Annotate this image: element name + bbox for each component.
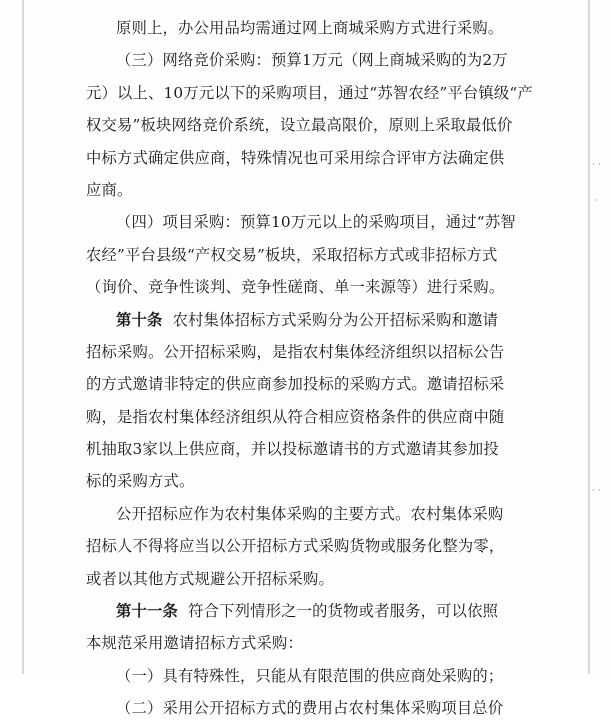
text-line: 招标人不得将应当以公开招标方式采购货物或服务化整为零， xyxy=(86,537,505,556)
scan-speck: · xyxy=(592,196,598,206)
article-heading: 第十条 xyxy=(116,310,163,329)
scan-speck: · · xyxy=(592,160,601,170)
text-line: 机抽取3家以上供应商，并以投标邀请书的方式邀请其参加投 xyxy=(86,440,499,459)
text-line: 元）以上、10万元以下的采购项目，通过“苏智农经”平台镇级“产 xyxy=(86,83,533,102)
text-line: 招标采购。公开招标采购，是指农村集体经济组织以招标公告 xyxy=(86,342,505,361)
text-line: 应商。 xyxy=(86,180,133,199)
text-line: （询价、竞争性谈判、竞争性磋商、单一来源等）进行采购。 xyxy=(86,278,505,297)
scan-speck: · · xyxy=(592,486,601,496)
text-line: （一）具有特殊性，只能从有限范围的供应商处采购的； xyxy=(116,666,504,685)
text-line: （三）网络竞价采购：预算1万元（网上商城采购的为2万 xyxy=(116,51,508,70)
article-paragraph xyxy=(86,304,526,336)
text-line: （四）项目采购：预算10万元以上的采购项目，通过“苏智 xyxy=(116,213,516,232)
text-line: 公开招标应作为农村集体采购的主要方式。农村集体采购 xyxy=(116,504,504,523)
article-heading: 第十一条 xyxy=(116,602,178,621)
text-line: 权交易”板块网络竞价系统，设立最高限价，原则上采取最低价 xyxy=(86,116,513,135)
text-line: 或者以其他方式规避公开招标采购。 xyxy=(86,569,334,588)
page-right-edge xyxy=(588,0,590,674)
page-left-edge xyxy=(22,0,24,674)
text-line: 购，是指农村集体经济组织从符合相应资格条件的供应商中随 xyxy=(86,407,505,426)
text-line: 标的采购方式。 xyxy=(86,472,195,491)
text-line: 中标方式确定供应商，特殊情况也可采用综合评审方法确定供 xyxy=(86,148,505,167)
text-line: 原则上，办公用品均需通过网上商城采购方式进行采购。 xyxy=(116,19,504,37)
document-body xyxy=(86,12,533,725)
text-line: 符合下列情形之一的货物或者服务，可以依照 xyxy=(188,602,499,621)
text-line: 农村集体招标方式采购分为公开招标采购和邀请 xyxy=(172,310,499,329)
text-line: 本规范采用邀请招标方式采购： xyxy=(86,634,303,653)
text-line: （二）采用公开招标方式的费用占农村集体采购项目总价 xyxy=(116,699,504,718)
text-line: 的方式邀请非特定的供应商参加投标的采购方式。邀请招标采 xyxy=(86,375,505,394)
text-line: 农经”平台县级“产权交易”板块，采取招标方式或非招标方式 xyxy=(86,245,498,264)
article-paragraph xyxy=(86,595,526,627)
